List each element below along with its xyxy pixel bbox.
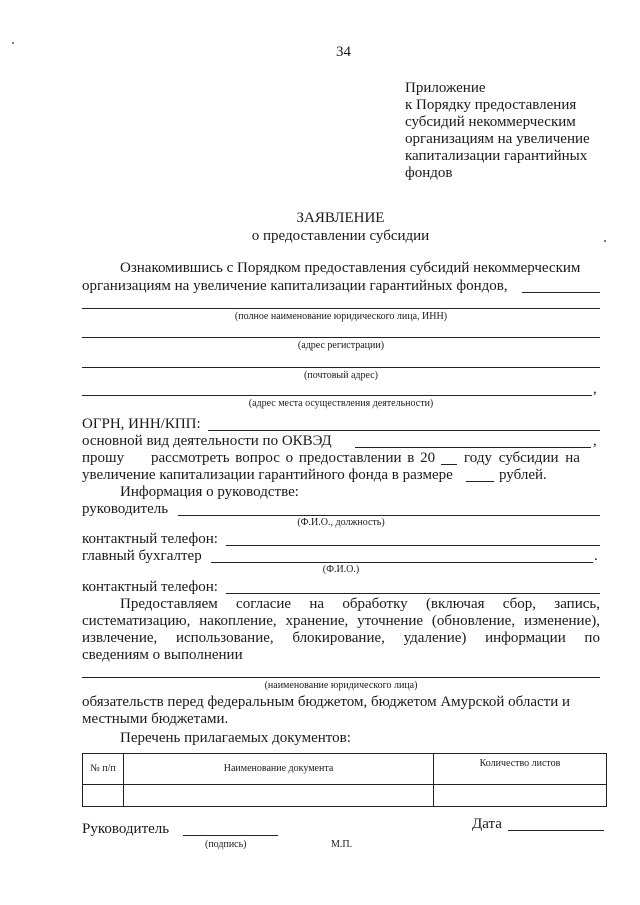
page-number: 34 (336, 44, 351, 60)
consent-line (82, 613, 600, 630)
seal-label: М.П. (331, 839, 353, 850)
table-cell[interactable] (83, 784, 124, 806)
documents-heading: Перечень прилагаемых документов: (120, 730, 351, 746)
entity-name-line[interactable] (82, 677, 600, 678)
consent-word: использование, (175, 630, 274, 646)
postal-address-line[interactable] (82, 367, 600, 368)
accountant-label: главный бухгалтер (82, 548, 202, 564)
consent-line: местными бюджетами. (82, 711, 229, 727)
consent-word: блокирование, (292, 630, 385, 646)
request-word: прошу (82, 450, 125, 466)
request-line-2-end: рублей. (499, 467, 547, 483)
request-text: году субсидии на (464, 450, 580, 466)
org-name-line[interactable] (82, 308, 600, 309)
column-header: № п/п (83, 754, 124, 785)
appendix-line: к Порядку предоставления (405, 97, 577, 113)
consent-line: сведениям о выполнении (82, 647, 243, 663)
org-name-caption: (полное наименование юридического лица, ИНН) (234, 311, 448, 322)
signature-caption: (подпись) (205, 839, 247, 850)
consent-word: запись, (554, 596, 600, 612)
reg-address-caption: (адрес регистрации) (297, 340, 385, 351)
consent-word: согласие (236, 596, 292, 612)
postal-address-caption: (почтовый адрес) (304, 370, 378, 381)
table-cell[interactable] (124, 784, 434, 806)
consent-line (82, 630, 600, 647)
appendix-block (405, 80, 590, 182)
activity-address-caption: (адрес места осуществления деятельности) (248, 398, 434, 409)
consent-word: хранение, (285, 613, 349, 629)
consent-word: систематизацию, (82, 613, 191, 629)
consent-word: удаление) (403, 630, 467, 646)
accountant-dot: . (594, 548, 598, 564)
appendix-line: субсидий некоммерческим (405, 114, 576, 130)
year-line[interactable] (441, 464, 457, 465)
consent-word: Предоставляем (120, 596, 218, 612)
column-header: Наименование документа (124, 754, 434, 785)
documents-table (82, 753, 607, 807)
okved-comma: , (593, 433, 597, 449)
consent-word: накопление, (199, 613, 277, 629)
intro-line-2: организациям на увеличение капитализации гарантийных фондов, (82, 278, 508, 294)
consent-word: (обновление, (431, 613, 516, 629)
consent-line: обязательств перед федеральным бюджетом, бюджетом Амурской области и (82, 694, 571, 710)
consent-word: информации (485, 630, 566, 646)
amount-line[interactable] (466, 481, 494, 482)
appendix-line: фондов (405, 165, 453, 181)
accountant-line[interactable] (211, 562, 593, 563)
signature-line[interactable] (183, 835, 278, 836)
phone-label: контактный телефон: (82, 579, 218, 595)
ogrn-label: ОГРН, ИНН/КПП: (82, 416, 201, 432)
consent-word: сбор, (502, 596, 537, 612)
org-name-line[interactable] (522, 292, 600, 293)
consent-word: извлечение, (82, 630, 158, 646)
table-row[interactable] (83, 784, 607, 806)
reg-address-line[interactable] (82, 337, 600, 338)
date-label: Дата (472, 816, 502, 832)
phone-label: контактный телефон: (82, 531, 218, 547)
phone-line[interactable] (226, 593, 600, 594)
management-heading: Информация о руководстве: (120, 484, 299, 500)
okved-label: основной вид деятельности по ОКВЭД (82, 433, 332, 449)
consent-word: (включая (425, 596, 485, 612)
date-line[interactable] (508, 830, 604, 831)
document-title: ЗАЯВЛЕНИЕ (296, 210, 385, 226)
request-text: рассмотреть вопрос о предоставлении в 20 (151, 450, 436, 466)
consent-word: по (584, 630, 600, 646)
consent-word: обработку (342, 596, 408, 612)
scan-speck (12, 42, 14, 44)
activity-address-line[interactable] (82, 395, 592, 396)
okved-line[interactable] (355, 447, 591, 448)
appendix-line: Приложение (405, 80, 486, 96)
consent-word: изменение), (523, 613, 600, 629)
intro-line-1: Ознакомившись с Порядком предоставления субсидий некоммерческим (120, 260, 581, 276)
table-header-row (83, 754, 607, 785)
request-line-2: увеличение капитализации гарантийного фонда в размере (82, 467, 453, 483)
head-caption: (Ф.И.О., должность) (297, 517, 385, 528)
accountant-caption: (Ф.И.О.) (322, 564, 360, 575)
consent-word: на (309, 596, 325, 612)
head-line[interactable] (178, 515, 600, 516)
column-header: Количество листов (434, 754, 607, 785)
table-cell[interactable] (434, 784, 607, 806)
consent-line (120, 596, 600, 613)
consent-word: уточнение (357, 613, 424, 629)
head-label: руководитель (82, 501, 169, 517)
entity-name-caption: (наименование юридического лица) (264, 680, 418, 691)
phone-line[interactable] (226, 545, 600, 546)
document-subtitle: о предоставлении субсидии (251, 228, 430, 244)
signature-label: Руководитель (82, 821, 170, 837)
activity-address-comma: , (593, 381, 597, 397)
appendix-line: капитализации гарантийных (405, 148, 588, 164)
ogrn-line[interactable] (208, 430, 600, 431)
appendix-line: организациям на увеличение (405, 131, 590, 147)
